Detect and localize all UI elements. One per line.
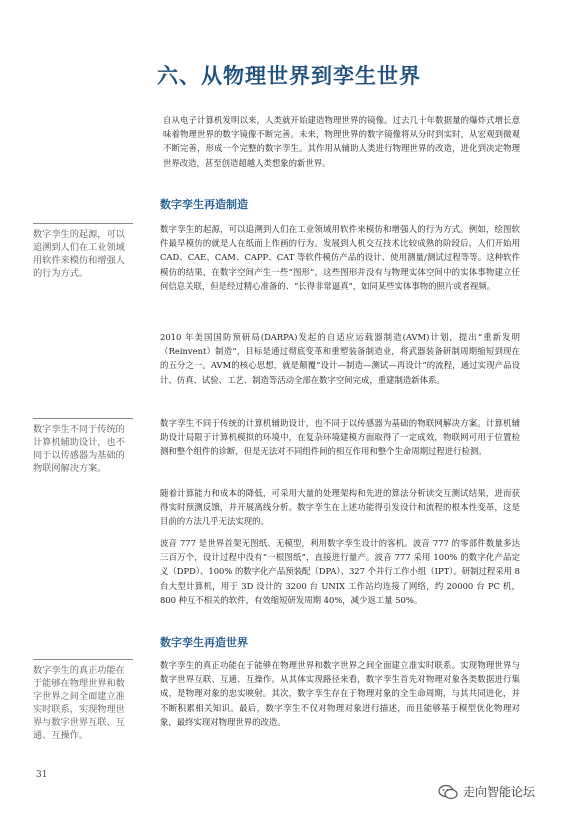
- watermark-text: 走向智能论坛: [463, 785, 536, 799]
- watermark: [438, 783, 535, 800]
- body-paragraph: 波音 777 是世界首架无图纸、无模型，利用数字孪生设计的客机。波音 777 的零部件数量多达三百万个，设计过程中没有“一根图纸”，直接进行量产。波音 777 采用 100% 的数字化产品定义（DPD）、100% 的数字化产品预装配（DPA）、327 个并行工作小组（IPT）。研制过程采用 8 台大型计算机，用于 3D 设计的 3200 台 UNIX 工作站均连接了网络，约 20000 台 PC 机，800 种互不相关的软件，有效缩短研发周期 40%，减少返工量 50%。: [160, 538, 520, 605]
- sidenote: 数字孪生的真正功能在于能够在物理世界和数字世界之间全面建立准实时联系，实现物理世界与数字世界互联、互通、互操作。: [33, 659, 133, 742]
- sidenote: 数字孪生的起源，可以追溯到人们在工业领域用软件来模仿和增强人的行为方式。: [33, 223, 133, 280]
- intro-paragraph: 自从电子计算机发明以来，人类就开始建造物理世界的镜像。过去几十年数据量的爆炸式增长意味着物理世界的数字镜像不断完善。未来，物理世界的数字镜像将从分时到实时，从宏观到微观不断完善，形成一个完整的数字孪生。其作用从辅助人类进行物理世界的改造，进化到决定物理世界改造，甚至创造超越人类想象的新世界。: [163, 115, 520, 168]
- page-number: 31: [36, 770, 48, 780]
- body-paragraph: 2010 年美国国防预研局(DARPA)发起的自适应运载器制造(AVM)计划，提出“重新发明（Reinvent）制造”，目标是通过彻底变革和重塑装备制造业，将武器装备研制周期缩短到现在的五分之一。AVM的核心思想，就是颠覆“设计—制造—测试—再设计”的流程，通过实现产品设计、仿真、试验、工艺、制造等活动全部在数字空间完成，重建制造新体系。: [160, 332, 520, 385]
- wechat-icon: [438, 784, 458, 800]
- body-paragraph: 数字孪生的真正功能在于能够在物理世界和数字世界之间全面建立准实时联系。实现物理世界与数字世界互联、互通、互操作。从其体实现路径来看，数字孪生首先对物理对象各类数据进行集成，是物理对象的忠实映射。其次，数字孪生存在于物理对象的全生命周期，与其共同进化，并不断积累相关知识。最后，数字孪生不仅对物理对象进行描述，而且能够基于模型优化物理对象，最终实现对物理世界的改造。: [160, 660, 520, 727]
- section-heading-world: 数字孪生再造世界: [160, 636, 248, 649]
- sidenote: 数字孪生不同于传统的计算机辅助设计，也不同于以传感器为基础的物联网解决方案。: [33, 418, 133, 475]
- body-paragraph: 数字孪生的起源，可以追溯到人们在工业领域用软件来模仿和增强人的行为方式。例如，绘图软件最早模仿的就是人在纸面上作画的行为。发展到人机交互技术比较成熟的阶段后，人们开始用 CAD、CAE、CAM、CAPP、CAT 等软件模仿产品的设计、使用测量/测试过程等等。这种软件模仿的结果，在数字空间产生一些“图形”，这些图形并没有与物理实体空间中的实体事物建立任何信息关联，但是经过精心准备的、“长得非常逼真”，如同某些实体事物的照片或者视频。: [160, 224, 520, 291]
- page-title: 六、从物理世界到孪生世界: [157, 64, 421, 88]
- section-heading-manufacturing: 数字孪生再造制造: [160, 198, 248, 211]
- body-paragraph: 随着计算能力和成本的降低，可采用大量的处理架构和先进的算法分析读交互测试结果，进而获得实时预测反馈，并开展离线分析。数字孪生在上述功能得引发设计和流程的根本性变革，这是目前的方法几乎无法实现的。: [160, 488, 520, 527]
- body-paragraph: 数字孪生不同于传统的计算机辅助设计，也不同于以传感器为基础的物联网解决方案。计算机辅助设计局限于计算机模拟的环境中，在复杂环境建模方面取得了一定成效，物联网可用于位置检测和整个组件的诊断，但是无法对不同组件间的相互作用和整个生命周期过程进行检测。: [160, 418, 520, 457]
